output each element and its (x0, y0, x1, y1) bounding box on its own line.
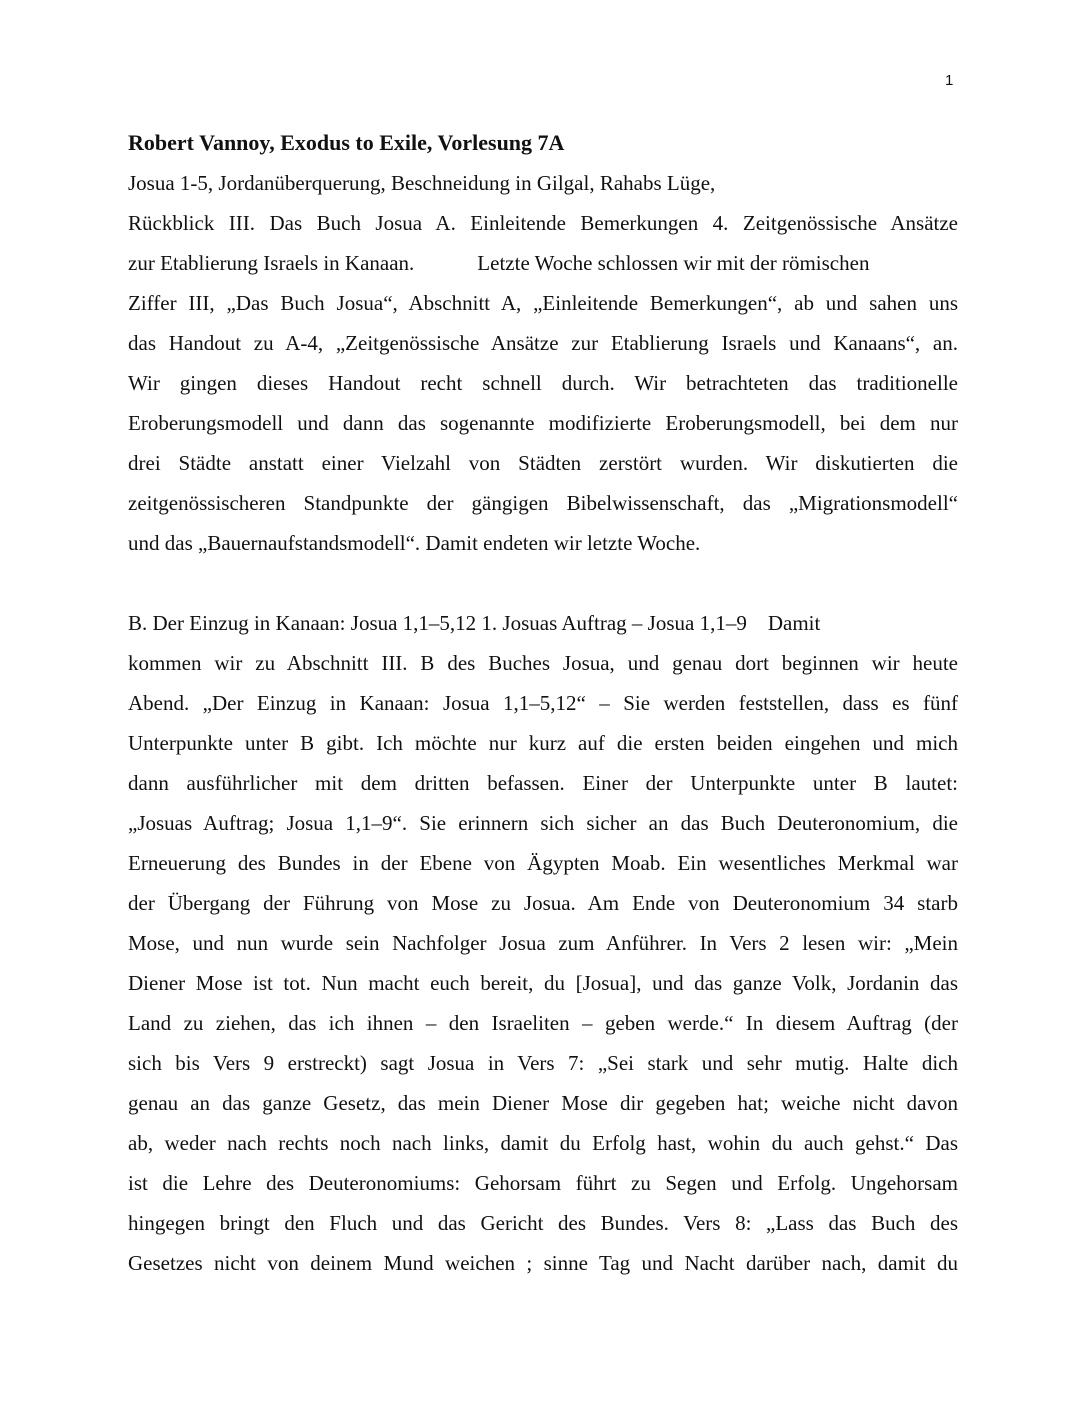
text-line: zeitgenössischeren Standpunkte der gängigen Bibelwissenschaft, das „Migrationsmodell“ (128, 491, 958, 515)
text-line: Diener Mose ist tot. Nun macht euch bereit, du [Josua], und das ganze Volk, Jordanin das (128, 971, 958, 995)
text-line: Ziffer III, „Das Buch Josua“, Abschnitt A, „Einleitende Bemerkungen“, ab und sahen uns (128, 291, 958, 315)
text-line: sich bis Vers 9 erstreckt) sagt Josua in Vers 7: „Sei stark und sehr mutig. Halte dich (128, 1051, 958, 1075)
text-line: Land zu ziehen, das ich ihnen – den Israeliten – geben werde.“ In diesem Auftrag (der (128, 1011, 958, 1035)
text-line: Unterpunkte unter B gibt. Ich möchte nur kurz auf die ersten beiden eingehen und mich (128, 731, 958, 755)
text-line: genau an das ganze Gesetz, das mein Diener Mose dir gegeben hat; weiche nicht davon (128, 1091, 958, 1115)
text-line: Wir gingen dieses Handout recht schnell durch. Wir betrachteten das traditionelle (128, 371, 958, 395)
text-line: ist die Lehre des Deuteronomiums: Gehorsam führt zu Segen und Erfolg. Ungehorsam (128, 1171, 958, 1195)
text-line: der Übergang der Führung von Mose zu Josua. Am Ende von Deuteronomium 34 starb (128, 891, 958, 915)
document-body (128, 123, 958, 1283)
document-title: Robert Vannoy, Exodus to Exile, Vorlesung 7A (128, 130, 565, 155)
page-number: 1 (945, 72, 954, 89)
text-line: und das „Bauernaufstandsmodell“. Damit endeten wir letzte Woche. (128, 531, 701, 555)
text-line: Erneuerung des Bundes in der Ebene von Ägypten Moab. Ein wesentliches Merkmal war (128, 851, 958, 875)
text-line: Gesetzes nicht von deinem Mund weichen ; sinne Tag und Nacht darüber nach, damit du (128, 1251, 958, 1275)
text-line: Abend. „Der Einzug in Kanaan: Josua 1,1–5,12“ – Sie werden feststellen, dass es fünf (128, 691, 958, 715)
text-line: „Josuas Auftrag; Josua 1,1–9“. Sie erinnern sich sicher an das Buch Deuteronomium, die (128, 811, 958, 835)
blank-line (128, 563, 958, 603)
text-line: dann ausführlicher mit dem dritten befassen. Einer der Unterpunkte unter B lautet: (128, 771, 958, 795)
text-line: Eroberungsmodell und dann das sogenannte modifizierte Eroberungsmodell, bei dem nur (128, 411, 958, 435)
text-line: zur Etablierung Israels in Kanaan. Letzte Woche schlossen wir mit der römischen (128, 251, 870, 275)
text-line: kommen wir zu Abschnitt III. B des Buches Josua, und genau dort beginnen wir heute (128, 651, 958, 675)
text-line: hingegen bringt den Fluch und das Gericht des Bundes. Vers 8: „Lass das Buch des (128, 1211, 958, 1235)
document-text (128, 163, 958, 1283)
text-line: ab, weder nach rechts noch nach links, damit du Erfolg hast, wohin du auch gehst.“ Das (128, 1131, 958, 1155)
text-line: das Handout zu A-4, „Zeitgenössische Ansätze zur Etablierung Israels und Kanaans“, an. (128, 331, 958, 355)
text-line: drei Städte anstatt einer Vielzahl von Städten zerstört wurden. Wir diskutierten die (128, 451, 958, 475)
text-line: B. Der Einzug in Kanaan: Josua 1,1–5,12 1. Josuas Auftrag – Josua 1,1–9 Damit (128, 611, 821, 635)
text-line: Rückblick III. Das Buch Josua A. Einleitende Bemerkungen 4. Zeitgenössische Ansätze (128, 211, 958, 235)
text-line: Mose, und nun wurde sein Nachfolger Josua zum Anführer. In Vers 2 lesen wir: „Mein (128, 931, 958, 955)
text-line: Josua 1-5, Jordanüberquerung, Beschneidung in Gilgal, Rahabs Lüge, (128, 171, 716, 195)
